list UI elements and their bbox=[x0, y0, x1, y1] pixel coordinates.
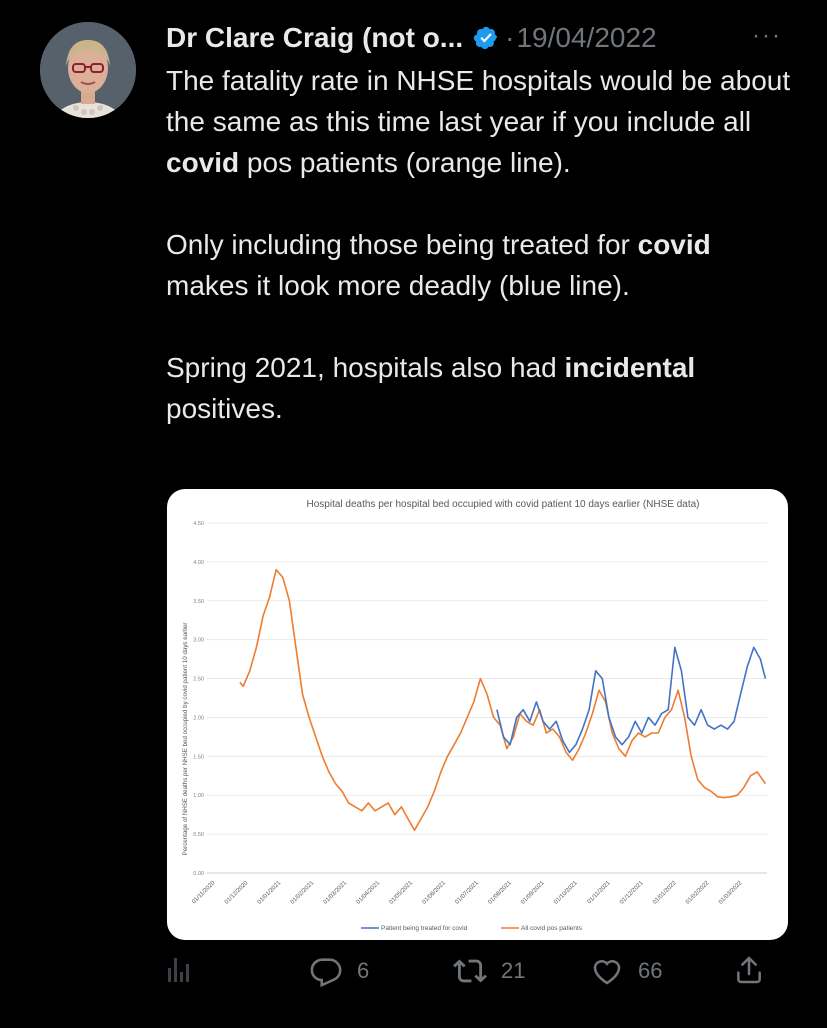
retweet-count: 21 bbox=[501, 958, 526, 983]
tweet-header bbox=[166, 18, 796, 58]
x-tick-label: 01/09/2021 bbox=[520, 880, 546, 906]
avatar[interactable] bbox=[40, 22, 136, 118]
chart-title: Hospital deaths per hospital bed occupied with covid patient 10 days earlier (NHSE data) bbox=[306, 499, 700, 510]
header-separator: · bbox=[505, 22, 515, 53]
tweet-text: The fatality rate in NHSE hospitals would be about the same as this time last year if you include all covid pos patients (orange line). Only including those being treated for covid makes it look more deadly (blue line). Spring 2021, hospitals also had incidental positives. bbox=[166, 65, 791, 424]
legend-label-treated: Patient being treated for covid bbox=[381, 925, 468, 932]
x-tick-label: 01/12/2020 bbox=[223, 880, 250, 906]
analytics-icon bbox=[166, 954, 192, 984]
reply-count: 6 bbox=[357, 958, 370, 983]
author-name[interactable]: Dr Clare Craig (not o... bbox=[166, 22, 464, 53]
y-tick-label: 1.50 bbox=[193, 754, 204, 761]
y-tick-label: 3.00 bbox=[193, 637, 204, 644]
y-tick-label: 0.50 bbox=[193, 832, 204, 839]
x-tick-label: 01/07/2021 bbox=[454, 880, 480, 906]
y-tick-label: 3.50 bbox=[193, 598, 204, 605]
x-tick-label: 01/02/2021 bbox=[289, 880, 316, 906]
x-tick-label: 01/06/2021 bbox=[421, 880, 448, 906]
x-tick-label: 01/03/2022 bbox=[717, 880, 744, 906]
x-tick-label: 01/12/2021 bbox=[619, 880, 645, 906]
x-tick-label: 01/10/2021 bbox=[553, 880, 579, 906]
verified-badge-icon bbox=[473, 25, 499, 51]
tweet-actions bbox=[166, 954, 776, 998]
x-tick-label: 01/08/2021 bbox=[487, 880, 513, 906]
series-line-treated-for-covid bbox=[497, 647, 766, 752]
y-tick-label: 1.00 bbox=[193, 793, 204, 800]
tweet bbox=[166, 18, 796, 429]
x-tick-label: 01/04/2021 bbox=[355, 880, 382, 906]
tweet-date[interactable]: 19/04/2022 bbox=[516, 22, 657, 53]
more-options-icon[interactable]: ··· bbox=[752, 22, 782, 49]
like-count: 66 bbox=[638, 958, 663, 983]
y-tick-label: 4.00 bbox=[193, 559, 204, 566]
x-tick-label: 01/11/2020 bbox=[191, 880, 217, 906]
share-icon bbox=[733, 954, 765, 986]
series-line-all-covid-pos bbox=[240, 570, 766, 831]
x-tick-label: 01/11/2021 bbox=[586, 880, 612, 906]
reply-button[interactable] bbox=[309, 954, 369, 988]
y-tick-label: 2.00 bbox=[193, 715, 204, 722]
x-tick-label: 01/02/2022 bbox=[685, 880, 711, 906]
heart-icon bbox=[590, 954, 624, 988]
share-button[interactable] bbox=[733, 954, 765, 986]
retweet-button[interactable] bbox=[453, 954, 525, 988]
y-tick-label: 4.50 bbox=[193, 521, 204, 527]
x-tick-label: 01/05/2021 bbox=[388, 880, 415, 906]
x-tick-label: 01/01/2022 bbox=[652, 880, 678, 906]
x-tick-label: 01/03/2021 bbox=[322, 880, 349, 906]
line-chart bbox=[167, 489, 788, 940]
x-tick-label: 01/01/2021 bbox=[256, 880, 283, 906]
y-tick-label: 0.00 bbox=[193, 871, 204, 877]
y-tick-label: 2.50 bbox=[193, 676, 204, 683]
like-button[interactable] bbox=[590, 954, 662, 988]
chart-image[interactable] bbox=[167, 489, 788, 940]
legend-label-all-pos: All covid pos patients bbox=[521, 925, 583, 932]
reply-icon bbox=[309, 954, 343, 988]
retweet-icon bbox=[453, 954, 487, 988]
y-axis-title: Percentage of NHSE deaths per NHSE bed occupied by covid patient 10 days earlier bbox=[182, 622, 189, 856]
analytics-button[interactable] bbox=[166, 954, 192, 984]
